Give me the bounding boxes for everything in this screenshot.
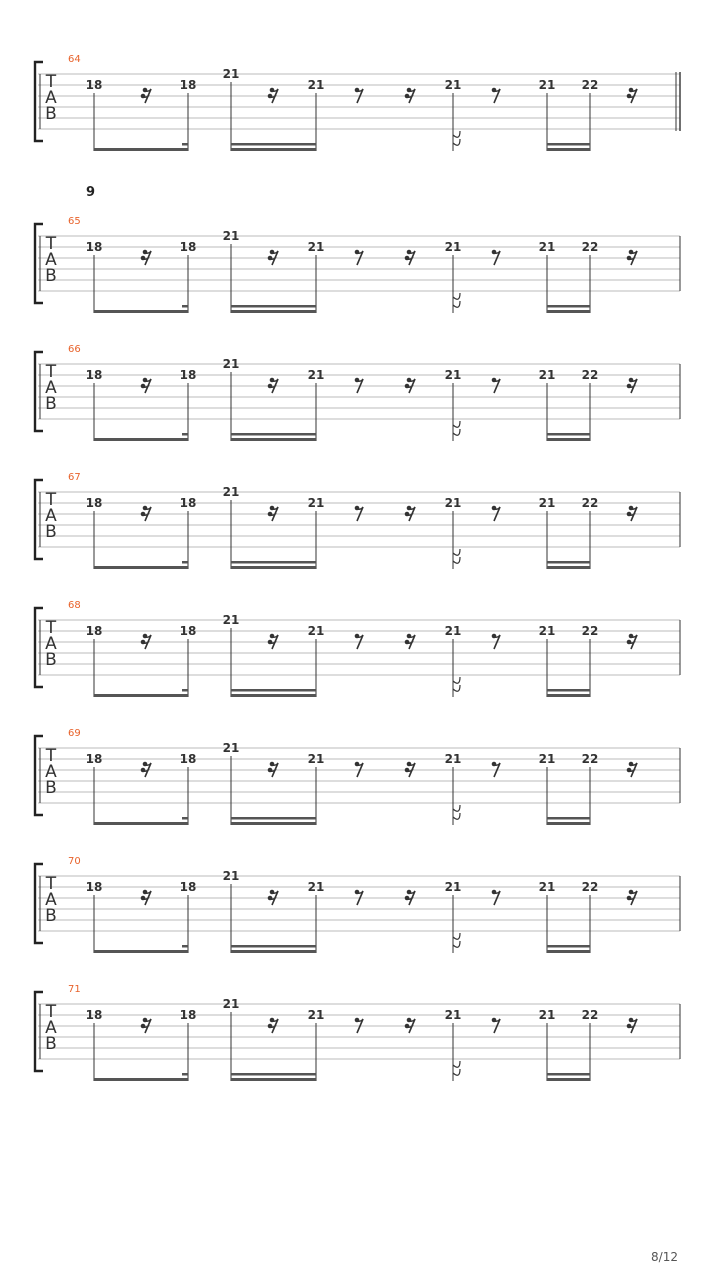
beam-eighth	[94, 1078, 188, 1081]
rest-sixteenth	[627, 250, 637, 265]
tab-clef-letter: A	[45, 378, 57, 398]
beam-primary	[231, 950, 316, 953]
beam-secondary	[547, 433, 590, 436]
measure-number: 71	[68, 984, 81, 995]
note-flag	[453, 131, 460, 137]
fret-number: 21	[538, 240, 556, 254]
fret-number: 18	[179, 1008, 197, 1022]
fret-number: 18	[85, 240, 103, 254]
tab-clef-letter: B	[45, 906, 57, 926]
rest-sixteenth	[405, 88, 415, 103]
fret-number: 21	[222, 357, 240, 371]
staff-system	[35, 472, 680, 569]
measure-number: 70	[68, 856, 81, 867]
beam-eighth	[94, 438, 188, 441]
fret-number: 21	[444, 880, 462, 894]
beam-primary	[231, 438, 316, 441]
fret-number: 21	[444, 752, 462, 766]
beam-primary	[231, 566, 316, 569]
beam-secondary	[547, 689, 590, 692]
staff-system	[35, 216, 680, 313]
rest-sixteenth	[141, 634, 151, 649]
rest-sixteenth	[268, 1018, 278, 1033]
note-flag	[453, 677, 460, 683]
measure-number: 69	[68, 728, 81, 739]
tab-clef-letter: A	[45, 634, 57, 654]
note-flag	[453, 933, 460, 939]
tab-clef-letter: B	[45, 394, 57, 414]
beam-secondary	[547, 817, 590, 820]
tab-clef-letter: B	[45, 650, 57, 670]
beam-secondary	[231, 143, 316, 146]
staff-system	[35, 728, 680, 825]
beam-primary	[547, 822, 590, 825]
fret-number: 21	[444, 624, 462, 638]
rest-sixteenth	[141, 762, 151, 777]
fret-number: 18	[179, 496, 197, 510]
beam-primary	[547, 566, 590, 569]
rest-eighth	[355, 762, 363, 777]
beam-secondary	[231, 305, 316, 308]
staff-system	[35, 984, 680, 1081]
rest-sixteenth	[268, 762, 278, 777]
fret-number: 21	[222, 67, 240, 81]
page-number: 8/12	[651, 1250, 678, 1264]
fret-number: 18	[85, 624, 103, 638]
rest-eighth	[355, 634, 363, 649]
beam-secondary	[231, 945, 316, 948]
beam-stub	[182, 561, 188, 564]
beam-primary	[231, 310, 316, 313]
staff-system	[35, 600, 680, 697]
beam-primary	[547, 1078, 590, 1081]
rest-sixteenth	[627, 506, 637, 521]
fret-number: 18	[85, 752, 103, 766]
beam-primary	[547, 148, 590, 151]
beam-stub	[182, 945, 188, 948]
fret-number: 18	[179, 880, 197, 894]
measure-number: 67	[68, 472, 81, 483]
fret-number: 22	[581, 624, 599, 638]
rest-sixteenth	[141, 250, 151, 265]
rest-sixteenth	[141, 1018, 151, 1033]
rest-sixteenth	[268, 506, 278, 521]
beam-eighth	[94, 148, 188, 151]
fret-number: 18	[85, 1008, 103, 1022]
tab-clef-letter: B	[45, 778, 57, 798]
beam-eighth	[94, 310, 188, 313]
fret-number: 21	[444, 1008, 462, 1022]
beam-primary	[547, 694, 590, 697]
fret-number: 21	[307, 880, 325, 894]
measure-number: 68	[68, 600, 81, 611]
rest-sixteenth	[627, 890, 637, 905]
fret-number: 18	[85, 496, 103, 510]
fret-number: 21	[222, 741, 240, 755]
fret-number: 21	[444, 240, 462, 254]
rest-sixteenth	[268, 634, 278, 649]
rest-sixteenth	[405, 1018, 415, 1033]
staff-system	[35, 54, 680, 151]
tab-clef-letter: T	[45, 746, 57, 766]
tab-clef-letter: A	[45, 250, 57, 270]
fret-number: 18	[179, 240, 197, 254]
rest-eighth	[355, 1018, 363, 1033]
fret-number: 21	[222, 485, 240, 499]
tab-clef-letter: A	[45, 88, 57, 108]
section-marker: 9	[86, 185, 96, 200]
beam-secondary	[547, 143, 590, 146]
fret-number: 21	[444, 78, 462, 92]
fret-number: 21	[538, 624, 556, 638]
fret-number: 21	[222, 997, 240, 1011]
rest-eighth	[492, 1018, 500, 1033]
rest-sixteenth	[268, 378, 278, 393]
staff-system	[35, 344, 680, 441]
tab-clef-letter: A	[45, 1018, 57, 1038]
rest-eighth	[355, 250, 363, 265]
note-flag	[453, 549, 460, 555]
tab-clef-letter: B	[45, 522, 57, 542]
beam-secondary	[547, 305, 590, 308]
fret-number: 18	[85, 880, 103, 894]
beam-primary	[231, 148, 316, 151]
fret-number: 21	[307, 368, 325, 382]
beam-secondary	[231, 1073, 316, 1076]
beam-secondary	[547, 1073, 590, 1076]
fret-number: 21	[538, 368, 556, 382]
rest-sixteenth	[627, 88, 637, 103]
beam-primary	[231, 694, 316, 697]
staff-system	[35, 856, 680, 953]
rest-sixteenth	[141, 890, 151, 905]
fret-number: 21	[538, 78, 556, 92]
tab-clef-letter: T	[45, 874, 57, 894]
rest-sixteenth	[627, 378, 637, 393]
beam-secondary	[231, 689, 316, 692]
tab-clef-letter: T	[45, 1002, 57, 1022]
fret-number: 18	[179, 78, 197, 92]
fret-number: 21	[307, 1008, 325, 1022]
note-flag	[453, 429, 460, 435]
note-flag	[453, 293, 460, 299]
tab-clef-letter: B	[45, 266, 57, 286]
measure-number: 65	[68, 216, 81, 227]
beam-eighth	[94, 694, 188, 697]
fret-number: 18	[179, 752, 197, 766]
tab-clef-letter: B	[45, 104, 57, 124]
beam-secondary	[547, 945, 590, 948]
fret-number: 21	[307, 78, 325, 92]
beam-stub	[182, 817, 188, 820]
fret-number: 21	[538, 1008, 556, 1022]
fret-number: 18	[85, 78, 103, 92]
rest-eighth	[355, 88, 363, 103]
rest-sixteenth	[141, 378, 151, 393]
tab-clef-letter: A	[45, 506, 57, 526]
fret-number: 21	[307, 752, 325, 766]
rest-sixteenth	[627, 1018, 637, 1033]
tab-clef-letter: A	[45, 762, 57, 782]
rest-eighth	[492, 88, 500, 103]
fret-number: 18	[85, 368, 103, 382]
fret-number: 18	[179, 624, 197, 638]
beam-primary	[231, 822, 316, 825]
note-flag	[453, 1069, 460, 1075]
rest-sixteenth	[405, 762, 415, 777]
fret-number: 21	[222, 613, 240, 627]
fret-number: 22	[581, 752, 599, 766]
beam-stub	[182, 689, 188, 692]
note-flag	[453, 301, 460, 307]
fret-number: 18	[179, 368, 197, 382]
note-flag	[453, 685, 460, 691]
beam-primary	[547, 950, 590, 953]
rest-eighth	[492, 890, 500, 905]
beam-secondary	[231, 817, 316, 820]
tab-clef-letter: T	[45, 618, 57, 638]
beam-secondary	[547, 561, 590, 564]
rest-eighth	[355, 890, 363, 905]
beam-stub	[182, 1073, 188, 1076]
fret-number: 21	[307, 624, 325, 638]
fret-number: 22	[581, 368, 599, 382]
note-flag	[453, 813, 460, 819]
tab-clef-letter: B	[45, 1034, 57, 1054]
tab-clef-letter: T	[45, 490, 57, 510]
rest-sixteenth	[405, 890, 415, 905]
rest-sixteenth	[141, 506, 151, 521]
note-flag	[453, 557, 460, 563]
fret-number: 21	[222, 869, 240, 883]
beam-eighth	[94, 950, 188, 953]
rest-eighth	[492, 506, 500, 521]
fret-number: 21	[444, 368, 462, 382]
rest-eighth	[355, 378, 363, 393]
tab-clef-letter: A	[45, 890, 57, 910]
tab-clef-letter: T	[45, 362, 57, 382]
rest-sixteenth	[268, 250, 278, 265]
measure-number: 66	[68, 344, 81, 355]
fret-number: 21	[222, 229, 240, 243]
rest-eighth	[492, 762, 500, 777]
fret-number: 22	[581, 496, 599, 510]
rest-sixteenth	[627, 634, 637, 649]
rest-eighth	[492, 250, 500, 265]
fret-number: 22	[581, 880, 599, 894]
beam-eighth	[94, 822, 188, 825]
beam-primary	[231, 1078, 316, 1081]
fret-number: 22	[581, 240, 599, 254]
fret-number: 21	[307, 240, 325, 254]
rest-sixteenth	[268, 890, 278, 905]
fret-number: 21	[538, 752, 556, 766]
rest-sixteenth	[405, 506, 415, 521]
rest-eighth	[355, 506, 363, 521]
fret-number: 21	[307, 496, 325, 510]
measure-number: 64	[68, 54, 81, 65]
rest-sixteenth	[405, 634, 415, 649]
note-flag	[453, 139, 460, 145]
rest-sixteenth	[268, 88, 278, 103]
fret-number: 22	[581, 78, 599, 92]
tab-clef-letter: T	[45, 72, 57, 92]
beam-stub	[182, 305, 188, 308]
beam-secondary	[231, 561, 316, 564]
rest-eighth	[492, 378, 500, 393]
note-flag	[453, 1061, 460, 1067]
note-flag	[453, 941, 460, 947]
rest-sixteenth	[627, 762, 637, 777]
fret-number: 21	[538, 496, 556, 510]
note-flag	[453, 421, 460, 427]
beam-secondary	[231, 433, 316, 436]
fret-number: 21	[444, 496, 462, 510]
note-flag	[453, 805, 460, 811]
beam-primary	[547, 438, 590, 441]
beam-eighth	[94, 566, 188, 569]
rest-sixteenth	[405, 378, 415, 393]
rest-eighth	[492, 634, 500, 649]
beam-stub	[182, 143, 188, 146]
fret-number: 21	[538, 880, 556, 894]
fret-number: 22	[581, 1008, 599, 1022]
beam-primary	[547, 310, 590, 313]
rest-sixteenth	[141, 88, 151, 103]
rest-sixteenth	[405, 250, 415, 265]
beam-stub	[182, 433, 188, 436]
tab-clef-letter: T	[45, 234, 57, 254]
